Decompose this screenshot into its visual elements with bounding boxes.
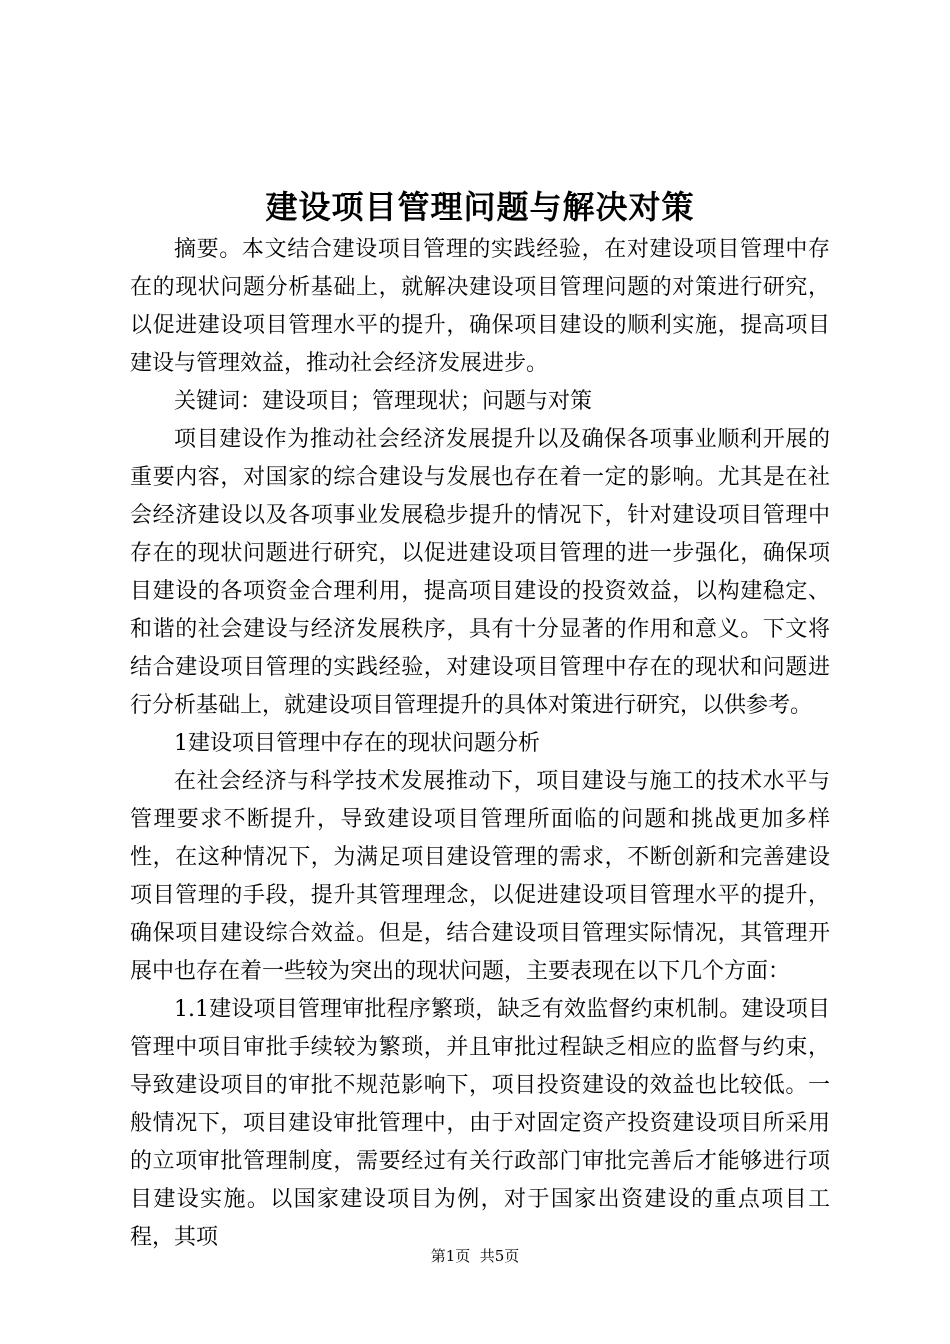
abstract-paragraph: 摘要。本文结合建设项目管理的实践经验，在对建设项目管理中存在的现状问题分析基础上，就解决建设项目管理问题的对策进行研究，以促进建设项目管理水平的提升，确保项目建设的顺利实施，提高项目建设与管理效益，推动社会经济发展进步。	[130, 237, 830, 376]
section-1-paragraph: 在社会经济与科学技术发展推动下，项目建设与施工的技术水平与管理要求不断提升，导致建设项目管理所面临的问题和挑战更加多样性，在这种情况下，为满足项目建设管理的需求，不断创新和完善建设项目管理的手段，提升其管理理念，以促进建设项目管理水平的提升，确保项目建设综合效益。但是，结合建设项目管理实际情况，其管理开展中也存在着一些较为突出的现状问题，主要表现在以下几个方面：	[130, 769, 830, 984]
keywords-paragraph: 关键词：建设项目；管理现状；问题与对策	[174, 389, 593, 414]
document-title: 建设项目管理问题与解决对策	[265, 188, 695, 226]
page-footer	[0, 1246, 950, 1266]
page-number-label: 第1页 共5页	[430, 1247, 520, 1265]
document-body	[130, 231, 830, 1257]
section-heading-1: 1建设项目管理中存在的现状问题分析	[174, 731, 540, 756]
subsection-1-1-paragraph: 1.1建设项目管理审批程序繁琐，缺乏有效监督约束机制。建设项目管理中项目审批手续较为繁琐，并且审批过程缺乏相应的监督与约束，导致建设项目的审批不规范影响下，项目投资建设的效益也比较低。一般情况下，项目建设审批管理中，由于对固定资产投资建设项目所采用的立项审批管理制度，需要经过有关行政部门审批完善后才能够进行项目建设实施。以国家建设项目为例，对于国家出资建设的重点项目工程，其项	[130, 997, 830, 1250]
intro-paragraph: 项目建设作为推动社会经济发展提升以及确保各项事业顺利开展的重要内容，对国家的综合建设与发展也存在着一定的影响。尤其是在社会经济建设以及各项事业发展稳步提升的情况下，针对建设项目管理中存在的现状问题进行研究，以促进建设项目管理的进一步强化，确保项目建设的各项资金合理利用，提高项目建设的投资效益，以构建稳定、和谐的社会建设与经济发展秩序，具有十分显著的作用和意义。下文将结合建设项目管理的实践经验，对建设项目管理中存在的现状和问题进行分析基础上，就建设项目管理提升的具体对策进行研究，以供参考。	[130, 427, 830, 718]
